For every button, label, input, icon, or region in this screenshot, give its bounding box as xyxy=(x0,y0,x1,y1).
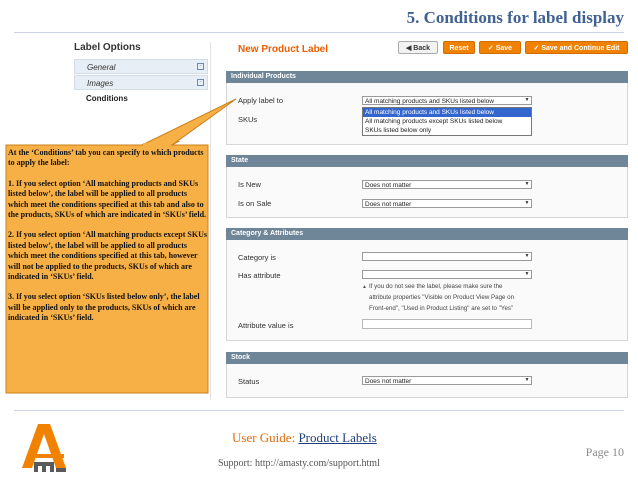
on-sale-label: Is on Sale xyxy=(238,199,272,208)
skus-label: SKUs xyxy=(238,115,258,124)
attribute-label: Has attribute xyxy=(238,271,281,280)
chevron-down-icon: ▼ xyxy=(524,377,530,383)
user-guide: User Guide: Product Labels xyxy=(232,430,377,445)
collapse-icon[interactable]: - xyxy=(197,79,204,86)
attribute-note: If you do not see the label, please make sure the attribute properties "Visible on Product View Page on Front-end", "Used in Product Listing" are set to "Yes" xyxy=(369,283,515,312)
page-number: Page 10 xyxy=(585,445,624,459)
sidebar-item-images[interactable] xyxy=(74,75,208,90)
reset-button[interactable]: Reset xyxy=(443,41,475,54)
callout-option-3: 3. If you select option ‘SKUs listed below only’, the label will be applied only to the products, SKUs of which are indicated in ‘SKUs’ field. xyxy=(8,292,200,323)
apply-label: Apply label to xyxy=(238,96,284,105)
section-state: State xyxy=(226,155,628,167)
callout-option-2: 2. If you select option ‘All matching products except SKUs listed below’, the label will be applied to all products which meet the conditions specified at this tab, however will not be applied to the products, SKUs of which are indicated in ‘SKUs’ field. xyxy=(8,230,207,282)
support-line: Support: http://amasty.com/support.html xyxy=(218,458,380,469)
chevron-down-icon: ▼ xyxy=(524,181,530,187)
option-skus-only[interactable]: SKUs listed below only xyxy=(365,127,432,134)
category-select[interactable] xyxy=(362,252,532,261)
triangle-bullet-icon: ▲ xyxy=(362,284,367,290)
back-button[interactable]: ◀ Back xyxy=(398,41,438,54)
chevron-down-icon: ▼ xyxy=(524,271,530,277)
on-sale-select[interactable]: Does not matter ▼ xyxy=(362,199,532,208)
attr-value-label: Attribute value is xyxy=(238,321,294,330)
status-select[interactable]: Does not matter ▼ xyxy=(362,376,532,385)
footer-divider xyxy=(14,410,624,411)
sidebar-item-general[interactable] xyxy=(74,59,208,74)
collapse-icon[interactable]: - xyxy=(197,63,204,70)
option-all-except-skus[interactable]: All matching products except SKUs listed below xyxy=(365,118,503,125)
page-title: New Product Label xyxy=(238,44,329,55)
is-new-label: Is New xyxy=(238,180,261,189)
sidebar-heading: Label Options xyxy=(74,42,141,53)
apply-dropdown-list[interactable] xyxy=(362,107,532,136)
sidebar-item-label: Images xyxy=(87,79,114,88)
chevron-down-icon: ▼ xyxy=(524,200,530,206)
callout-pointer xyxy=(140,95,240,147)
apply-select[interactable]: All matching products and SKUs listed below ▼ xyxy=(362,96,532,105)
section-category-attributes: Category & Attributes xyxy=(226,228,628,240)
status-label: Status xyxy=(238,377,260,386)
title-divider xyxy=(14,32,624,33)
chevron-down-icon: ▼ xyxy=(524,253,530,259)
attr-value-input[interactable] xyxy=(362,319,532,329)
section-stock: Stock xyxy=(226,352,628,364)
amasty-logo xyxy=(18,418,70,474)
attribute-select[interactable] xyxy=(362,270,532,279)
sidebar-item-conditions[interactable]: Conditions xyxy=(86,94,128,103)
slide-title: 5. Conditions for label display xyxy=(406,8,624,27)
category-label: Category is xyxy=(238,253,276,262)
save-button[interactable]: ✓ Save xyxy=(479,41,521,54)
sidebar-item-label: General xyxy=(87,63,116,72)
option-all-and-skus[interactable]: All matching products and SKUs listed below xyxy=(363,108,531,117)
save-continue-button[interactable]: ✓ Save and Continue Edit xyxy=(525,41,628,54)
callout-intro: At the ‘Conditions’ tab you can specify to which products to apply the label: xyxy=(8,148,204,168)
chevron-down-icon: ▼ xyxy=(524,97,530,103)
is-new-select[interactable]: Does not matter ▼ xyxy=(362,180,532,189)
section-individual-products: Individual Products xyxy=(226,71,628,83)
product-labels-link[interactable]: Product Labels xyxy=(298,430,377,445)
callout-text xyxy=(8,148,208,334)
section-state-body xyxy=(226,167,628,218)
callout-option-1: 1. If you select option ‘All matching products and SKUs listed below’, the label will be applied to all products which meet the conditions specified at this tab and also to the products, SKUs of which are indicated in ‘SKUs’ field. xyxy=(8,178,207,220)
